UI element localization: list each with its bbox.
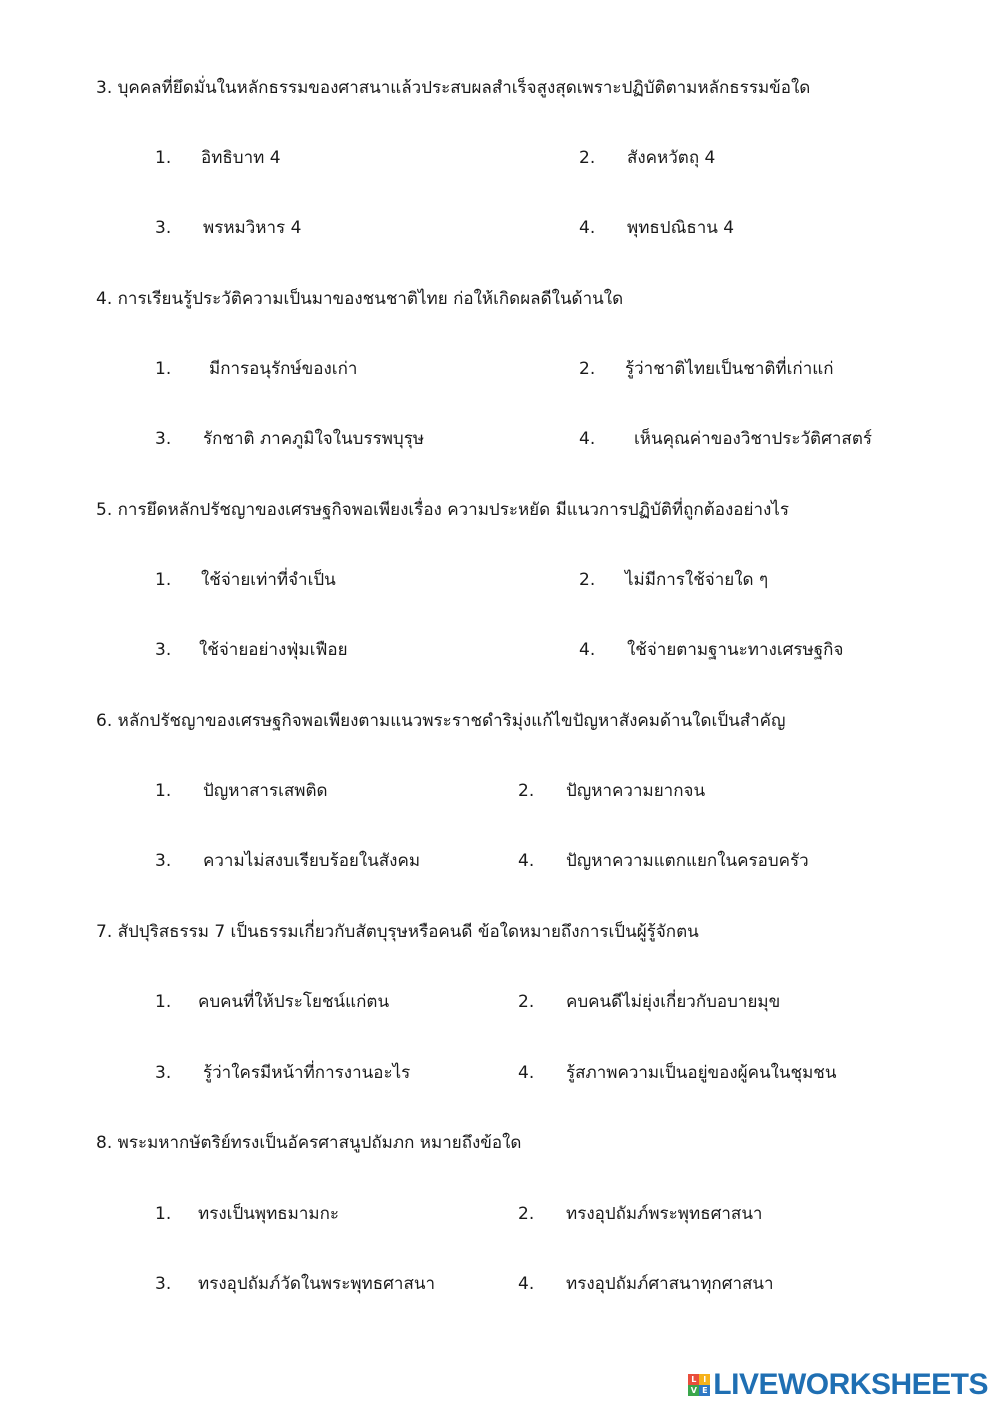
option-number: 3.: [155, 1063, 172, 1083]
option-number: 1.: [155, 570, 172, 590]
logo-letter: V: [688, 1385, 699, 1396]
option-text: ทรงอุปถัมภ์วัดในพระพุทธศาสนา: [198, 1274, 435, 1294]
brand-name: LIVEWORKSHEETS: [713, 1368, 988, 1401]
option-text: พรหมวิหาร 4: [203, 218, 302, 238]
option-number: 3.: [155, 1274, 172, 1294]
logo-letter: L: [688, 1374, 699, 1385]
option-number: 4.: [579, 218, 596, 238]
option-number: 2.: [579, 570, 596, 590]
option-text: คบคนที่ให้ประโยชน์แก่ตน: [198, 992, 390, 1012]
question-5: 5. การยึดหลักปรัชญาของเศรษฐกิจพอเพียงเรื่อง ความประหยัด มีแนวการปฏิบัติที่ถูกต้องอย่างไร: [96, 500, 789, 520]
option-text: ปัญหาความแตกแยกในครอบครัว: [566, 851, 809, 871]
option-text: ทรงเป็นพุทธมามกะ: [198, 1204, 340, 1224]
option-number: 4.: [518, 851, 535, 871]
option-number: 1.: [155, 359, 172, 379]
option-text: เห็นคุณค่าของวิชาประวัติศาสตร์: [634, 429, 872, 449]
question-3: 3. บุคคลที่ยึดมั่นในหลักธรรมของศาสนาแล้วประสบผลสำเร็จสูงสุดเพราะปฏิบัติตามหลักธรรมข้อใด: [96, 78, 811, 98]
option-number: 3.: [155, 851, 172, 871]
option-number: 2.: [579, 359, 596, 379]
question-4: 4. การเรียนรู้ประวัติความเป็นมาของชนชาติไทย ก่อให้เกิดผลดีในด้านใด: [96, 289, 624, 309]
option-number: 4.: [579, 640, 596, 660]
option-text: รู้ว่าใครมีหน้าที่การงานอะไร: [203, 1063, 411, 1083]
option-text: ปัญหาความยากจน: [566, 781, 706, 801]
logo-letter: E: [699, 1385, 710, 1396]
option-number: 2.: [579, 148, 596, 168]
live-logo-icon: [688, 1374, 710, 1396]
option-text: พุทธปณิธาน 4: [627, 218, 735, 238]
option-text: รักชาติ ภาคภูมิใจในบรรพบุรุษ: [203, 429, 425, 449]
option-text: ความไม่สงบเรียบร้อยในสังคม: [203, 851, 421, 871]
option-text: มีการอนุรักษ์ของเก่า: [209, 359, 358, 379]
option-text: ใช้จ่ายอย่างฟุ่มเฟือย: [199, 640, 348, 660]
question-8: 8. พระมหากษัตริย์ทรงเป็นอัครศาสนูปถัมภก หมายถึงข้อใด: [96, 1133, 522, 1153]
option-text: อิทธิบาท 4: [201, 148, 281, 168]
option-number: 2.: [518, 1204, 535, 1224]
option-text: สังคหวัตถุ 4: [627, 148, 716, 168]
option-text: รู้สภาพความเป็นอยู่ของผู้คนในชุมชน: [566, 1063, 837, 1083]
option-text: ใช้จ่ายเท่าที่จำเป็น: [201, 570, 336, 590]
option-text: ทรงอุปถัมภ์ศาสนาทุกศาสนา: [566, 1274, 774, 1294]
option-number: 4.: [579, 429, 596, 449]
option-text: รู้ว่าชาติไทยเป็นชาติที่เก่าแก่: [625, 359, 834, 379]
option-text: ใช้จ่ายตามฐานะทางเศรษฐกิจ: [627, 640, 844, 660]
question-7: 7. สัปปุริสธรรม 7 เป็นธรรมเกี่ยวกับสัตบุรุษหรือคนดี ข้อใดหมายถึงการเป็นผู้รู้จักตน: [96, 922, 699, 942]
option-number: 1.: [155, 992, 172, 1012]
option-number: 3.: [155, 640, 172, 660]
option-number: 4.: [518, 1274, 535, 1294]
option-number: 2.: [518, 781, 535, 801]
option-text: ไม่มีการใช้จ่ายใด ๆ: [625, 570, 769, 590]
liveworksheets-logo: [688, 1370, 988, 1400]
option-number: 2.: [518, 992, 535, 1012]
option-number: 1.: [155, 148, 172, 168]
option-number: 1.: [155, 781, 172, 801]
option-text: ทรงอุปถัมภ์พระพุทธศาสนา: [566, 1204, 763, 1224]
option-number: 3.: [155, 218, 172, 238]
option-text: ปัญหาสารเสพติด: [203, 781, 328, 801]
option-number: 4.: [518, 1063, 535, 1083]
logo-letter: I: [699, 1374, 710, 1385]
option-number: 1.: [155, 1204, 172, 1224]
question-6: 6. หลักปรัชญาของเศรษฐกิจพอเพียงตามแนวพระราชดำริมุ่งแก้ไขปัญหาสังคมด้านใดเป็นสำคัญ: [96, 711, 786, 731]
option-number: 3.: [155, 429, 172, 449]
option-text: คบคนดีไม่ยุ่งเกี่ยวกับอบายมุข: [566, 992, 781, 1012]
